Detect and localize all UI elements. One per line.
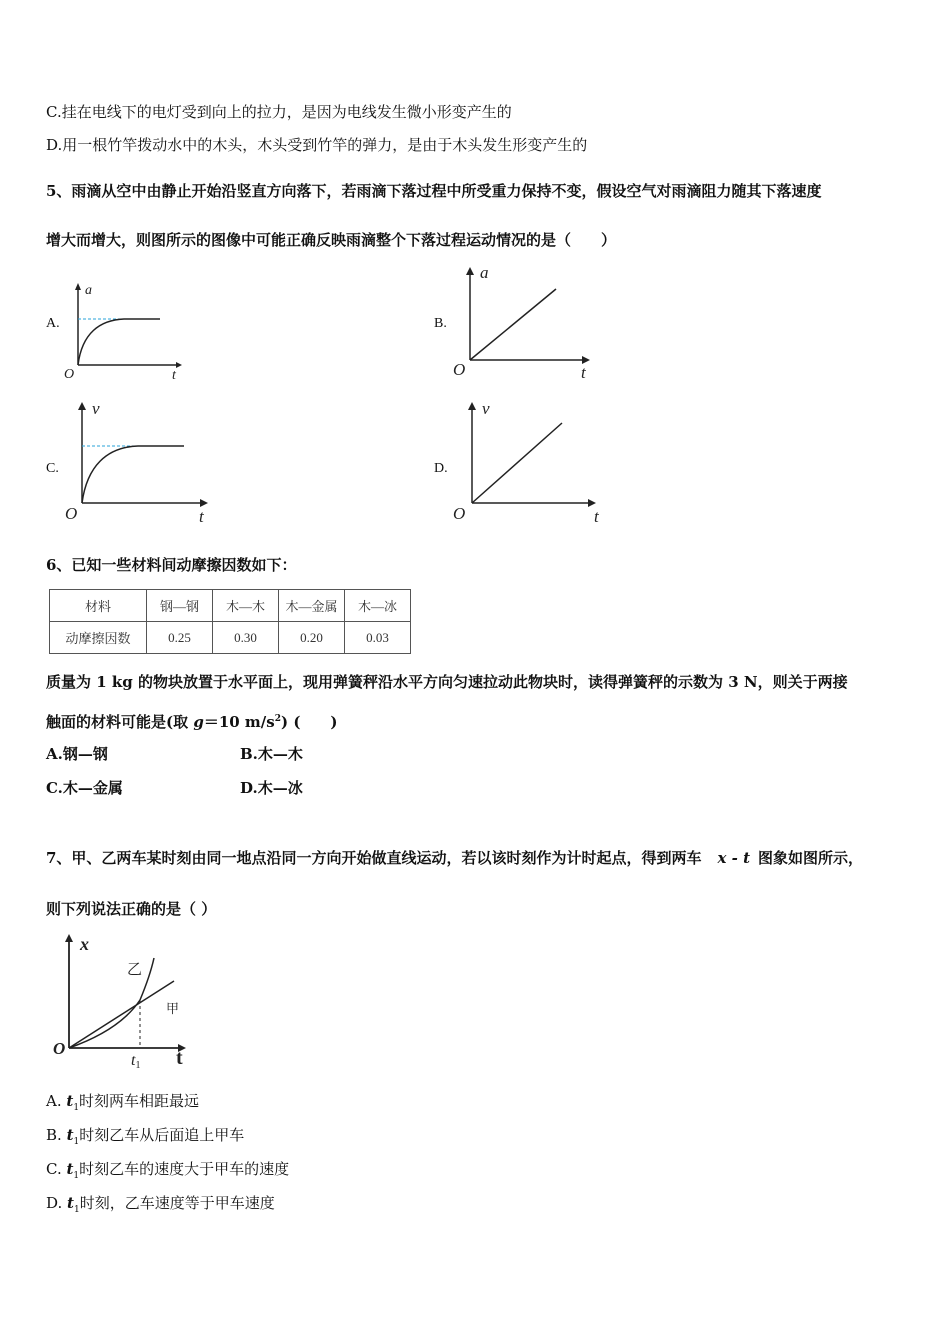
- table-cell: 0.20: [279, 622, 345, 654]
- table-header-cell: 木—木: [213, 590, 279, 622]
- table-row: [50, 622, 411, 654]
- y-axis-arrow: [468, 402, 476, 410]
- origin-label: O: [453, 504, 466, 523]
- q5-option-c-label: C.: [46, 461, 59, 476]
- y-axis-label: v: [92, 399, 100, 418]
- q5-graph-b: [450, 260, 600, 384]
- y-axis-arrow: [466, 267, 474, 275]
- table-cell: 0.25: [147, 622, 213, 654]
- y-axis-arrow: [65, 934, 73, 942]
- table-header-cell: 钢—钢: [147, 590, 213, 622]
- line: [472, 423, 562, 503]
- table-row-label: 动摩擦因数: [50, 622, 147, 654]
- q7-stem-line1: 7、甲、乙两车某时刻由同一地点沿同一方向开始做直线运动，若以该时刻作为计时起点，得到两车 x - t 图象如图所示，: [46, 849, 864, 867]
- origin-label: O: [64, 367, 75, 382]
- y-axis-arrow: [78, 402, 86, 410]
- origin-label: O: [53, 1039, 66, 1058]
- q7-option-b: B. $t_1$时刻乙车从后面追上甲车: [46, 1126, 245, 1147]
- q6-stem-line1: 质量为 1 kg 的物块放置于水平面上，现用弹簧秤沿水平方向匀速拉动此物块时，读得弹簧秤的示数为 3 N，则关于两接: [46, 673, 848, 691]
- origin-label: O: [453, 360, 466, 379]
- line: [470, 289, 556, 360]
- table-cell: 0.30: [213, 622, 279, 654]
- curve: [82, 446, 184, 503]
- q7-option-c: C. $t_1$时刻乙车的速度大于甲车的速度: [46, 1160, 290, 1181]
- table-header-cell: 木—金属: [279, 590, 345, 622]
- q5-graph-c: [62, 396, 222, 528]
- q6-option-d: D.木—冰: [240, 779, 303, 797]
- q5-graph-d: [450, 396, 610, 528]
- table-header-cell: 材料: [50, 590, 147, 622]
- y-axis-arrow: [75, 283, 81, 290]
- table-header-row: [50, 590, 411, 622]
- q5-graph-a: [60, 278, 190, 384]
- q5-stem-line2: 增大而增大，则图所示的图像中可能正确反映雨滴整个下落过程运动情况的是（ ）: [46, 231, 617, 249]
- x-axis-label: t: [581, 363, 586, 382]
- t1-label: t1: [131, 1052, 141, 1070]
- q5-option-d-label: D.: [434, 461, 448, 476]
- q5-option-a-label: A.: [46, 316, 60, 331]
- y-axis-label: a: [85, 283, 92, 298]
- q7-option-a: A. $t_1$时刻两车相距最远: [46, 1092, 200, 1113]
- table-header-cell: 木—冰: [345, 590, 411, 622]
- q5-stem-line1: 5、雨滴从空中由静止开始沿竖直方向落下，若雨滴下落过程中所受重力保持不变，假设空气对雨滴阻力随其下落速度: [46, 182, 822, 200]
- q4-option-d: D.用一根竹竿拨动水中的木头，木头受到竹竿的弹力，是由于木头发生形变产生的: [46, 136, 588, 154]
- q6-option-a: A.钢—钢: [46, 745, 108, 763]
- q6-intro: 6、已知一些材料间动摩擦因数如下：: [46, 556, 297, 574]
- x-axis-label: t: [199, 507, 204, 526]
- table-cell: 0.03: [345, 622, 411, 654]
- x-axis-label: t: [176, 1047, 183, 1069]
- curve: [78, 319, 160, 365]
- origin-label: O: [65, 504, 78, 523]
- friction-table: [49, 589, 411, 654]
- q4-option-c: C.挂在电线下的电灯受到向上的拉力，是因为电线发生微小形变产生的: [46, 103, 512, 121]
- q6-stem-line2: 触面的材料可能是(取 g＝10 $m/s^2$) ( ): [46, 713, 338, 731]
- y-axis-label: a: [480, 263, 489, 282]
- q7-stem-line2: 则下列说法正确的是（ ）: [46, 900, 217, 918]
- q5-option-b-label: B.: [434, 316, 447, 331]
- x-axis-arrow: [588, 499, 596, 507]
- x-axis-label: t: [594, 507, 599, 526]
- line-jia-label: 甲: [166, 1002, 180, 1017]
- q6-option-b: B.木—木: [240, 745, 303, 763]
- q7-xt-graph: [50, 928, 200, 1070]
- x-axis-arrow: [200, 499, 208, 507]
- curve-yi-label: 乙: [127, 960, 143, 978]
- line-jia: [69, 981, 174, 1048]
- q6-option-c: C.木—金属: [46, 779, 123, 797]
- x-axis-label: t: [172, 368, 176, 383]
- x-axis-arrow: [176, 362, 182, 368]
- y-axis-label: v: [482, 399, 490, 418]
- y-axis-label: x: [80, 934, 89, 954]
- q7-option-d: D. $t_1$时刻，乙车速度等于甲车速度: [46, 1194, 275, 1215]
